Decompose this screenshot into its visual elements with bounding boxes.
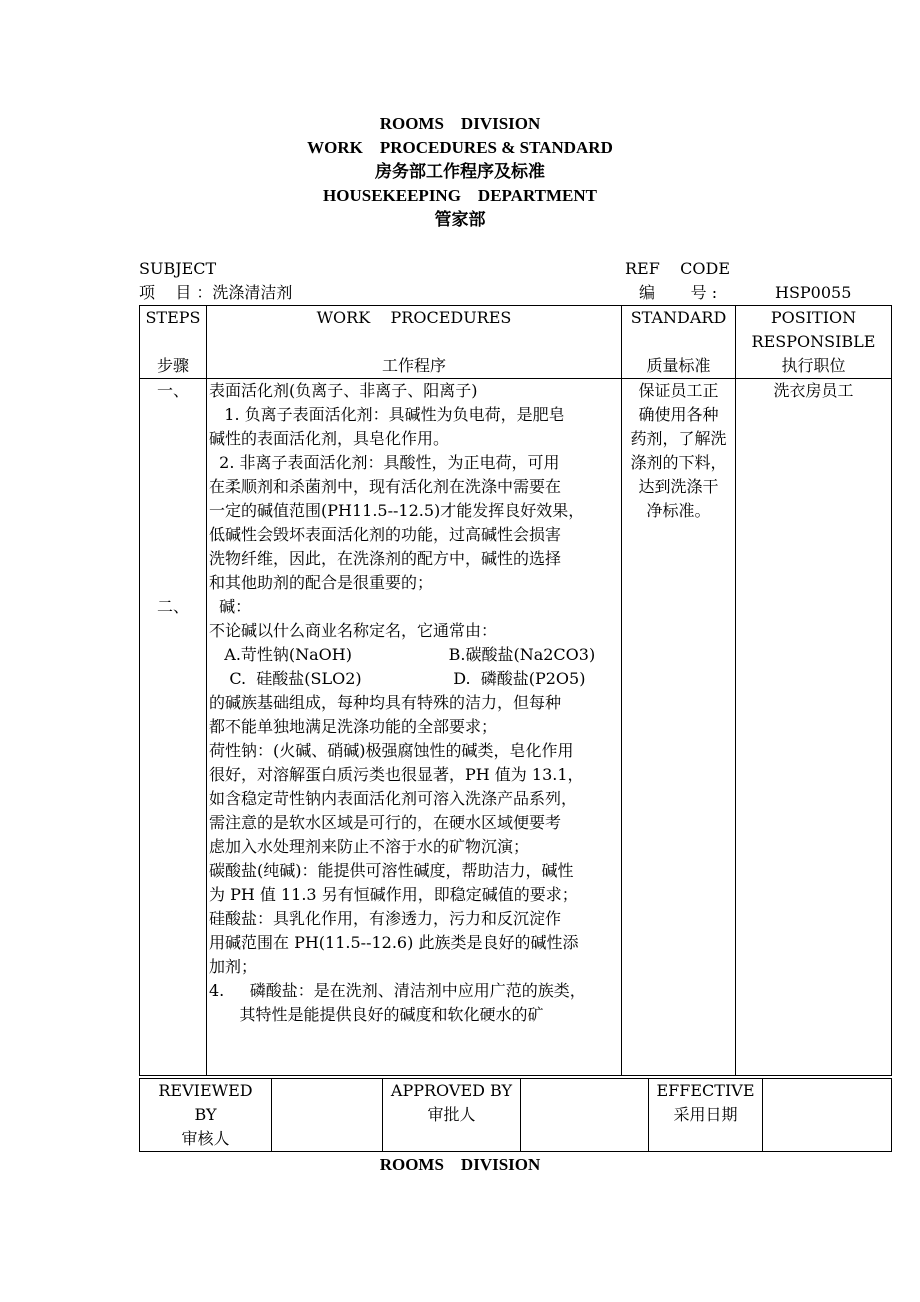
position-header-en1: POSITION [770, 308, 857, 327]
position-header-cn: 执行职位 [781, 356, 846, 375]
procedure-line: 荷性钠：(火碱、硝碱)极强腐蚀性的碱类，皂化作用 [209, 741, 574, 760]
procedures-cell [207, 379, 622, 1076]
standard-line: 涤剂的下料， [630, 453, 727, 472]
approved-by-value [521, 1079, 649, 1152]
standard-header-cn: 质量标准 [646, 356, 711, 375]
table-header-row [140, 306, 892, 379]
approval-row [140, 1079, 892, 1152]
ref-code-value: HSP0055 [775, 283, 852, 302]
department-title: HOUSEKEEPING DEPARTMENT [323, 186, 597, 205]
procedure-line: 如含稳定苛性钠内表面活化剂可溶入洗涤产品系列， [209, 789, 578, 808]
standard-line: 净标准。 [646, 501, 711, 520]
approved-en: APPROVED BY [390, 1081, 513, 1100]
procedure-line: 和其他助剂的配合是很重要的； [209, 573, 434, 592]
standard-cell [622, 379, 736, 1076]
work-header-en: WORK PROCEDURES [316, 308, 512, 327]
reviewed-by-value [272, 1079, 383, 1152]
reviewed-en1: REVIEWED [158, 1081, 253, 1100]
procedure-line: 洗物纤维，因此，在洗涤剂的配方中，碱性的选择 [209, 549, 562, 568]
procedure-line: 2. 非离子表面活化剂：具酸性，为正电荷，可用 [209, 453, 560, 472]
reviewed-cn: 审核人 [181, 1129, 230, 1148]
reviewed-en2: BY [194, 1105, 217, 1124]
procedure-line: 很好，对溶解蛋白质污类也很显著，PH 值为 13.1， [209, 765, 584, 784]
approval-table [139, 1078, 892, 1152]
approved-by-label [383, 1079, 521, 1152]
procedure-table [139, 305, 892, 1076]
approved-cn: 审批人 [427, 1105, 476, 1124]
procedure-line: C. 硅酸盐(SLO2) D. 磷酸盐(P2O5) [209, 669, 586, 688]
department-title-cn: 管家部 [434, 210, 486, 229]
standard-header-en: STANDARD [630, 308, 727, 327]
ref-code-label-cn: 编 号 : [639, 283, 718, 302]
steps-cell [140, 379, 207, 1076]
procedure-line: 不论碱以什么商业名称定名，它通常由： [209, 621, 498, 640]
subject-label: SUBJECT [139, 259, 217, 278]
subject-value: 项 目 ：洗涤清洁剂 [139, 283, 293, 302]
procedure-line: 1. 负离子表面活化剂：具碱性为负电荷，是肥皂 [209, 405, 565, 424]
work-procedures-header [207, 306, 622, 379]
procedure-line: 在柔顺剂和杀菌剂中，现有活化剂在洗涤中需要在 [209, 477, 562, 496]
document-header [0, 112, 920, 232]
procedure-line: 虑加入水处理剂来防止不溶于水的矿物沉演； [209, 837, 530, 856]
procedure-line: 用碱范围在 PH(11.5--12.6) 此族类是良好的碱性添 [209, 933, 579, 952]
position-header-en2: RESPONSIBLE [751, 332, 876, 351]
procedure-line: 都不能单独地满足洗涤功能的全部要求； [209, 717, 498, 736]
procedure-line: 碱： [209, 597, 252, 616]
position-cell [736, 379, 892, 1076]
standard-line: 达到洗涤干 [638, 477, 719, 496]
effective-date-value [763, 1079, 892, 1152]
procedure-line: 的碱族基础组成，每种均具有特殊的洁力，但每种 [209, 693, 562, 712]
procedures-title: WORK PROCEDURES & STANDARD [307, 138, 613, 157]
ref-code-label: REF CODE [625, 259, 731, 278]
procedure-line: 4. 磷酸盐：是在洗剂、清洁剂中应用广范的族类， [209, 981, 586, 1000]
standard-header [622, 306, 736, 379]
steps-header-cn: 步骤 [156, 356, 189, 375]
effective-date-label [649, 1079, 763, 1152]
procedure-line: 需注意的是软水区域是可行的，在硬水区域便要考 [209, 813, 562, 832]
standard-line: 保证员工正 [638, 381, 719, 400]
procedures-title-cn: 房务部工作程序及标准 [375, 162, 545, 181]
procedure-line: 为 PH 值 11.3 另有恒碱作用，即稳定碱值的要求； [209, 885, 578, 904]
standard-line: 药剂，了解洗 [630, 429, 727, 448]
work-header-cn: 工作程序 [381, 356, 446, 375]
footer-division-title: ROOMS DIVISION [379, 1155, 541, 1174]
standard-line: 确使用各种 [638, 405, 719, 424]
effective-en: EFFECTIVE [656, 1081, 755, 1100]
procedure-line: 表面活化剂(负离子、非离子、阳离子) [209, 381, 478, 400]
effective-cn: 采用日期 [673, 1105, 738, 1124]
procedure-line: 低碱性会毁坏表面活化剂的功能，过高碱性会损害 [209, 525, 562, 544]
procedure-line: 硅酸盐：具乳化作用，有渗透力，污力和反沉淀作 [209, 909, 562, 928]
division-title: ROOMS DIVISION [379, 114, 541, 133]
procedure-line: 加剂； [209, 957, 258, 976]
procedure-line: 其特性是能提供良好的碱度和软化硬水的矿 [209, 1005, 544, 1024]
position-value: 洗衣房员工 [773, 381, 854, 400]
procedure-line: 碳酸盐(纯碱)：能提供可溶性碱度，帮助洁力，碱性 [209, 861, 574, 880]
procedure-line: A.苛性钠(NaOH) B.碳酸盐(Na2CO3) [209, 645, 596, 664]
position-header [736, 306, 892, 379]
step-one: 一、 [156, 381, 189, 400]
procedure-line: 一定的碱值范围(PH11.5--12.5)才能发挥良好效果， [209, 501, 585, 520]
procedure-line: 碱性的表面活化剂，具皂化作用。 [209, 429, 450, 448]
steps-header-en: STEPS [145, 308, 201, 327]
step-two: 二、 [156, 597, 189, 616]
table-body-row [140, 379, 892, 1076]
reviewed-by-label [140, 1079, 272, 1152]
steps-header [140, 306, 207, 379]
